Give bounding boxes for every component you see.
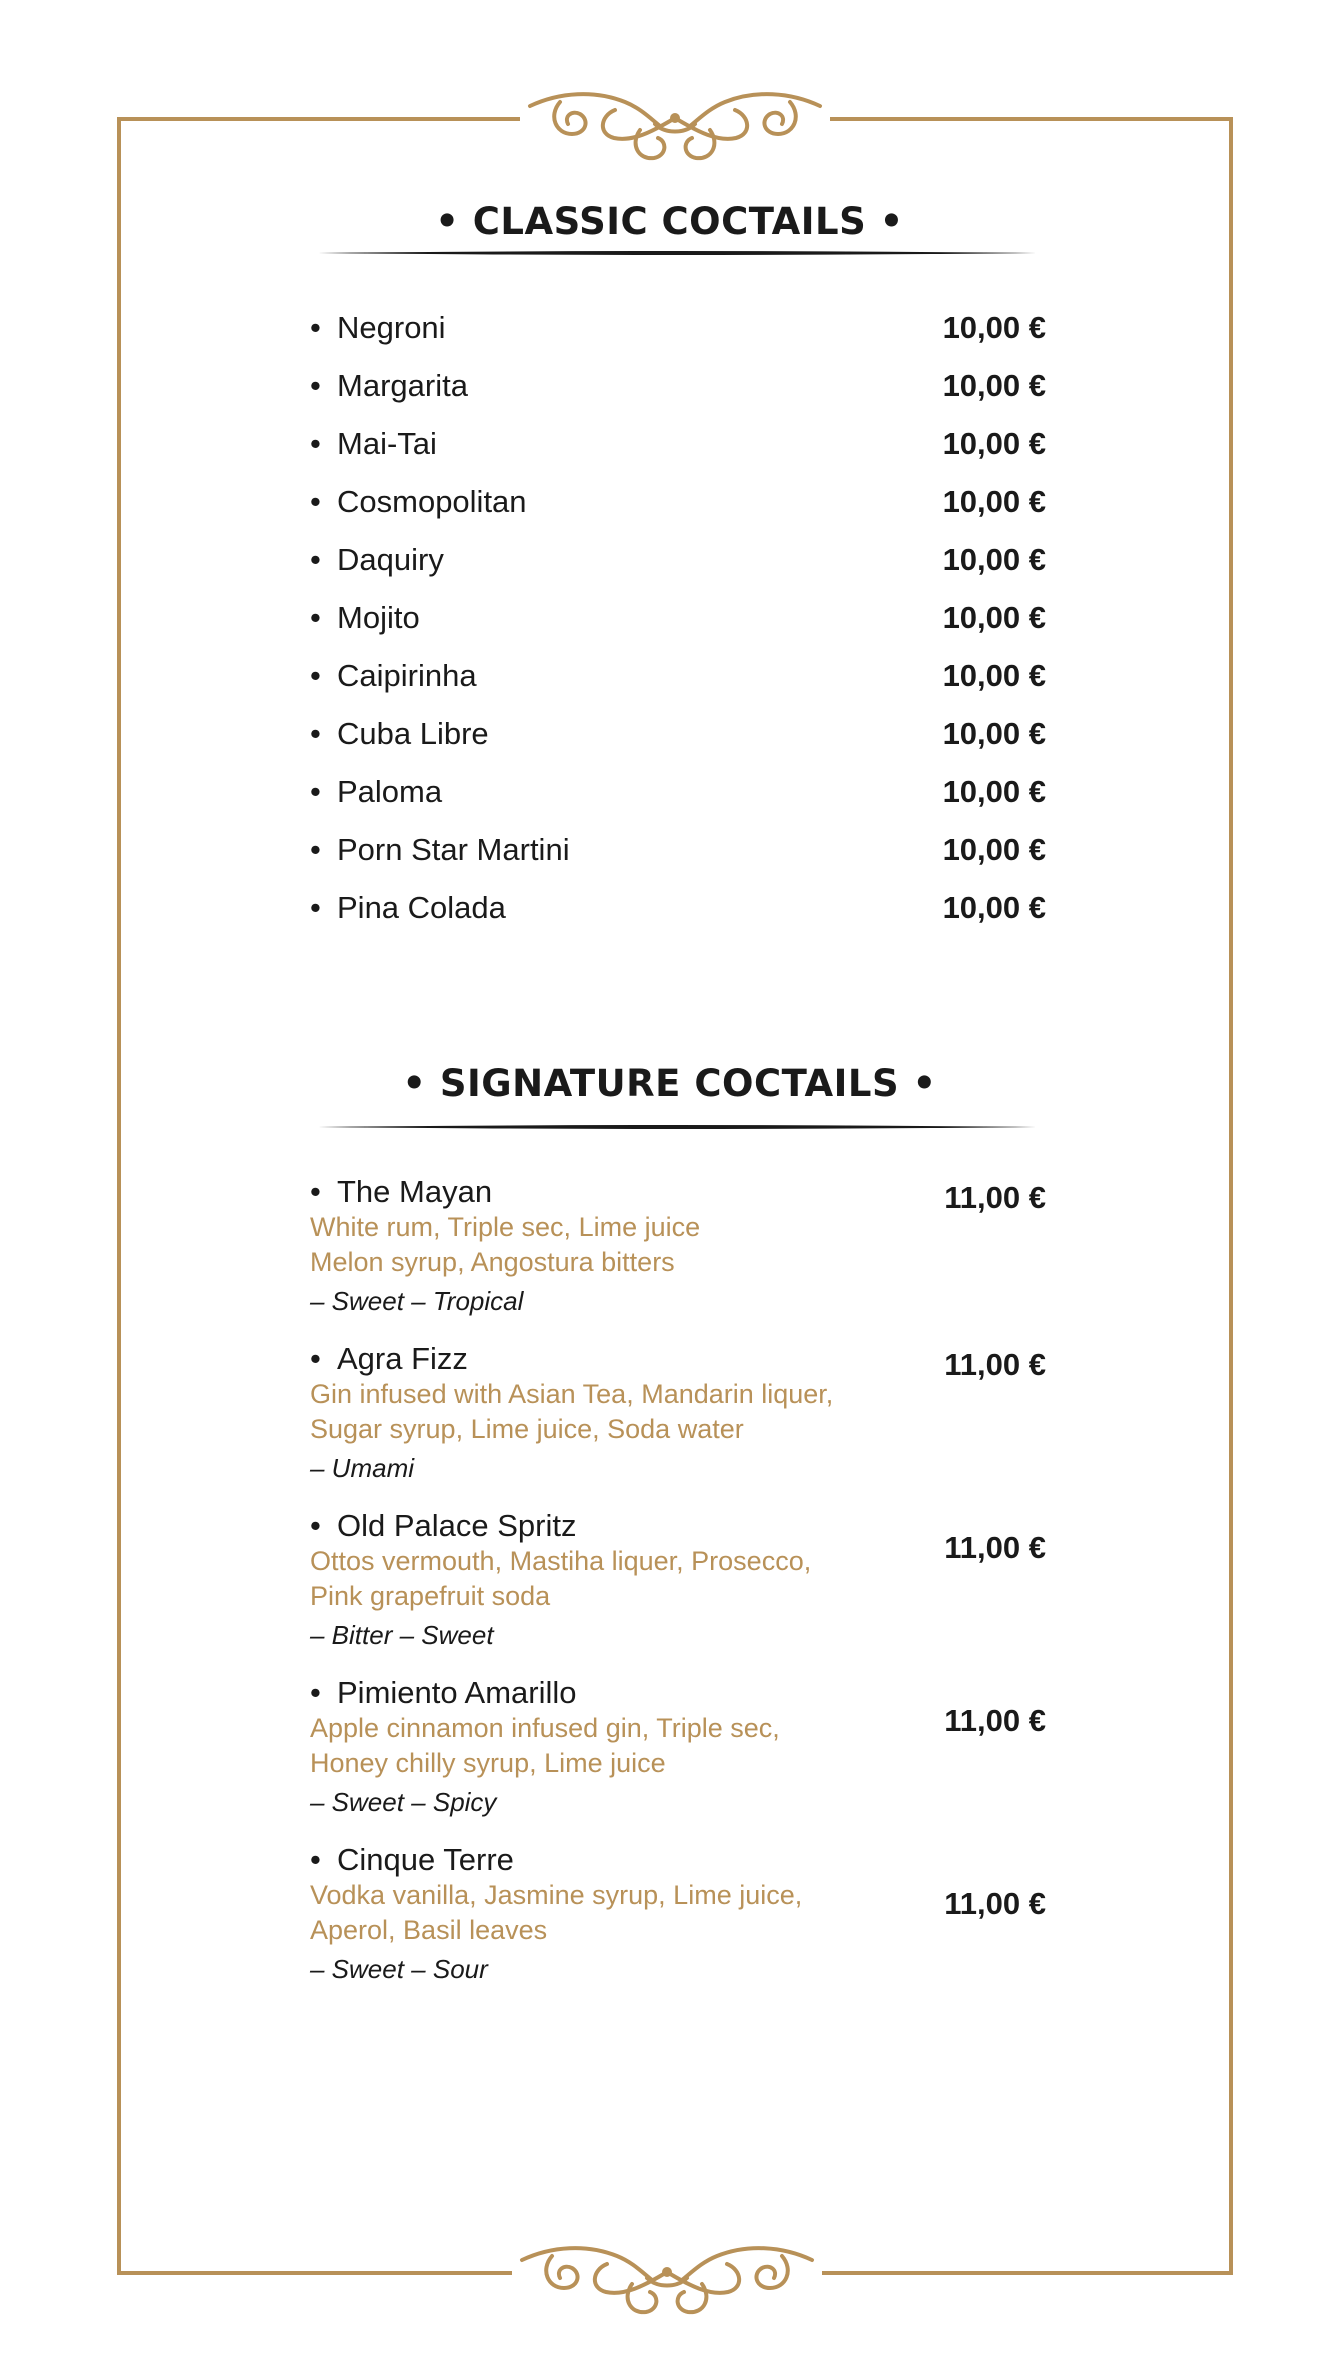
item-name-text: Cosmopolitan: [337, 484, 527, 519]
item-name-text: Daquiry: [337, 542, 444, 577]
item-name-text: Negroni: [337, 310, 446, 345]
item-name: [310, 1842, 1050, 1878]
item-name: [310, 886, 506, 930]
item-name: [310, 306, 446, 350]
bullet-icon: •: [310, 1341, 321, 1376]
item-price: 11,00 €: [944, 1886, 1046, 1921]
bottom-ornament-icon: [512, 2226, 822, 2318]
item-price: 10,00 €: [942, 368, 1046, 403]
bullet-icon: •: [310, 310, 321, 345]
item-name: [310, 1174, 1050, 1210]
classic-menu-item: [310, 306, 1050, 350]
item-name: [310, 538, 444, 582]
bullet-icon: •: [310, 716, 321, 751]
item-name: [310, 712, 489, 756]
item-name-text: Agra Fizz: [337, 1341, 468, 1376]
item-name: [310, 828, 570, 872]
bullet-icon: •: [310, 890, 321, 925]
bullet-icon: •: [310, 774, 321, 809]
item-taste-profile: – Umami: [310, 1453, 415, 1483]
classic-menu-item: [310, 422, 1050, 466]
signature-menu-item: [310, 1341, 1050, 1486]
item-name-text: Mai-Tai: [337, 426, 437, 461]
item-name: [310, 364, 468, 408]
item-taste-profile: – Sweet – Spicy: [310, 1787, 497, 1817]
item-name-text: Mojito: [337, 600, 420, 635]
signature-menu-item: [310, 1508, 1050, 1653]
bullet-icon: •: [310, 1174, 321, 1209]
classic-menu-item: [310, 770, 1050, 814]
item-name: [310, 1341, 1050, 1377]
bullet-icon: •: [310, 542, 321, 577]
item-ingredients: Ottos vermouth, Mastiha liquer, Prosecco,: [310, 1546, 812, 1576]
item-price: 11,00 €: [944, 1180, 1046, 1215]
item-price: 10,00 €: [942, 600, 1046, 635]
item-price: 11,00 €: [944, 1347, 1046, 1382]
bullet-icon: •: [310, 1675, 321, 1710]
item-ingredients: Melon syrup, Angostura bitters: [310, 1247, 675, 1277]
classic-menu-item: [310, 538, 1050, 582]
item-price: 10,00 €: [942, 716, 1046, 751]
classic-menu-item: [310, 712, 1050, 756]
signature-menu-item: [310, 1174, 1050, 1319]
item-name-text: Old Palace Spritz: [337, 1508, 577, 1543]
item-name: [310, 770, 442, 814]
item-name-text: Cinque Terre: [337, 1842, 514, 1877]
item-ingredients: Gin infused with Asian Tea, Mandarin liquer,: [310, 1379, 834, 1409]
item-name-text: Pina Colada: [337, 890, 506, 925]
item-price: 10,00 €: [942, 774, 1046, 809]
item-name: [310, 422, 437, 466]
item-taste-profile: – Sweet – Sour: [310, 1954, 488, 1984]
classic-section-title: • CLASSIC COCTAILS •: [435, 200, 904, 243]
item-price: 10,00 €: [942, 426, 1046, 461]
item-name: [310, 480, 527, 524]
classic-menu-item: [310, 364, 1050, 408]
item-name: [310, 1508, 1050, 1544]
item-price: 10,00 €: [942, 484, 1046, 519]
bullet-icon: •: [310, 1842, 321, 1877]
bullet-icon: •: [310, 368, 321, 403]
item-name: [310, 596, 420, 640]
classic-title-rule: [318, 250, 1036, 256]
item-name-text: Caipirinha: [337, 658, 477, 693]
item-name-text: Paloma: [337, 774, 443, 809]
bullet-icon: •: [310, 658, 321, 693]
signature-menu-item: [310, 1675, 1050, 1820]
item-taste-profile: – Bitter – Sweet: [310, 1620, 494, 1650]
item-ingredients: White rum, Triple sec, Lime juice: [310, 1212, 701, 1242]
classic-menu-item: [310, 596, 1050, 640]
item-price: 11,00 €: [944, 1530, 1046, 1565]
classic-menu-item: [310, 886, 1050, 930]
item-name-text: The Mayan: [337, 1174, 493, 1209]
bullet-icon: •: [310, 426, 321, 461]
item-ingredients: Aperol, Basil leaves: [310, 1915, 548, 1945]
signature-menu-item: [310, 1842, 1050, 1987]
item-name-text: Porn Star Martini: [337, 832, 570, 867]
classic-menu-item: [310, 480, 1050, 524]
top-ornament-icon: [520, 72, 830, 164]
item-ingredients: Apple cinnamon infused gin, Triple sec,: [310, 1713, 780, 1743]
item-price: 10,00 €: [942, 658, 1046, 693]
item-ingredients: Sugar syrup, Lime juice, Soda water: [310, 1414, 744, 1444]
item-name-text: Margarita: [337, 368, 468, 403]
item-price: 11,00 €: [944, 1703, 1046, 1738]
bullet-icon: •: [310, 832, 321, 867]
item-ingredients: Pink grapefruit soda: [310, 1581, 551, 1611]
classic-menu-item: [310, 828, 1050, 872]
bullet-icon: •: [310, 1508, 321, 1543]
item-price: 10,00 €: [942, 310, 1046, 345]
item-name: [310, 1675, 1050, 1711]
signature-title-rule: [318, 1124, 1036, 1130]
item-name-text: Pimiento Amarillo: [337, 1675, 577, 1710]
item-price: 10,00 €: [942, 832, 1046, 867]
item-ingredients: Honey chilly syrup, Lime juice: [310, 1748, 666, 1778]
bullet-icon: •: [310, 484, 321, 519]
classic-menu-item: [310, 654, 1050, 698]
item-price: 10,00 €: [942, 890, 1046, 925]
signature-section-title: • SIGNATURE COCTAILS •: [402, 1062, 937, 1105]
item-price: 10,00 €: [942, 542, 1046, 577]
item-taste-profile: – Sweet – Tropical: [310, 1286, 524, 1316]
bullet-icon: •: [310, 600, 321, 635]
item-ingredients: Vodka vanilla, Jasmine syrup, Lime juice,: [310, 1880, 803, 1910]
item-name-text: Cuba Libre: [337, 716, 489, 751]
item-name: [310, 654, 477, 698]
